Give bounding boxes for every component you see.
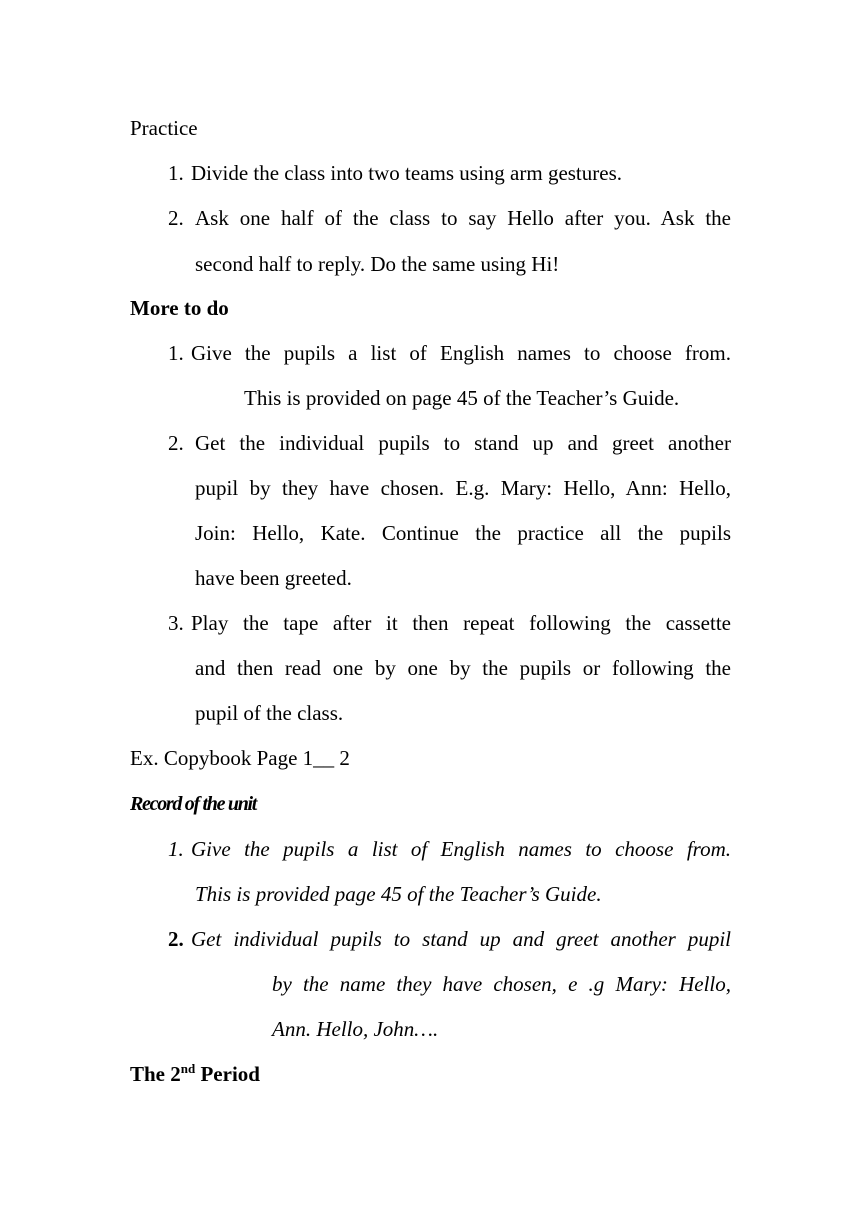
more-item-3-line-3: pupil of the class. xyxy=(195,701,344,725)
more-item-1-number: 1. xyxy=(168,341,184,365)
more-item-2-number: 2. xyxy=(168,431,184,455)
period-heading xyxy=(130,1061,260,1086)
more-to-do-heading: More to do xyxy=(130,296,229,320)
more-item-2-line-1: Get the individual pupils to stand up and greet another xyxy=(195,431,731,455)
more-item-3-line-1: Play the tape after it then repeat following the cassette xyxy=(191,611,731,635)
practice-item-2-line-2: second half to reply. Do the same using Hi! xyxy=(195,252,560,276)
exercise-note: Ex. Copybook Page 1__ 2 xyxy=(130,746,350,770)
record-item-2-number: 2. xyxy=(168,927,184,951)
practice-item-1-number: 1. xyxy=(168,161,184,185)
record-item-1-line-1: Give the pupils a list of English names to choose from. xyxy=(191,837,731,861)
more-item-3-line-2: and then read one by one by the pupils or following the xyxy=(195,656,731,680)
more-item-2-line-4: have been greeted. xyxy=(195,566,352,590)
record-item-1-line-2: This is provided page 45 of the Teacher’s Guide. xyxy=(195,882,602,906)
record-item-2-line-2: by the name they have chosen, e .g Mary: Hello, xyxy=(272,972,731,996)
record-item-2-line-1: Get individual pupils to stand up and greet another pupil xyxy=(191,927,731,951)
period-suffix: Period xyxy=(195,1062,260,1086)
more-item-3-number: 3. xyxy=(168,611,184,635)
more-item-2-line-3: Join: Hello, Kate. Continue the practice all the pupils xyxy=(195,521,731,545)
period-prefix: The 2 xyxy=(130,1062,181,1086)
record-heading: Record of the unit xyxy=(130,793,257,815)
more-item-2-line-2: pupil by they have chosen. E.g. Mary: Hello, Ann: Hello, xyxy=(195,476,731,500)
record-item-1-number: 1. xyxy=(168,837,184,861)
practice-item-1-text: Divide the class into two teams using arm gestures. xyxy=(191,161,623,185)
practice-item-2-line-1: Ask one half of the class to say Hello after you. Ask the xyxy=(195,206,731,230)
more-item-1-line-1: Give the pupils a list of English names to choose from. xyxy=(191,341,731,365)
more-item-1-line-2: This is provided on page 45 of the Teacher’s Guide. xyxy=(244,386,680,410)
record-item-2-line-3: Ann. Hello, John…. xyxy=(272,1017,439,1041)
practice-heading: Practice xyxy=(130,116,198,140)
period-ordinal-suffix: nd xyxy=(180,1061,196,1076)
practice-item-2-number: 2. xyxy=(168,206,184,230)
